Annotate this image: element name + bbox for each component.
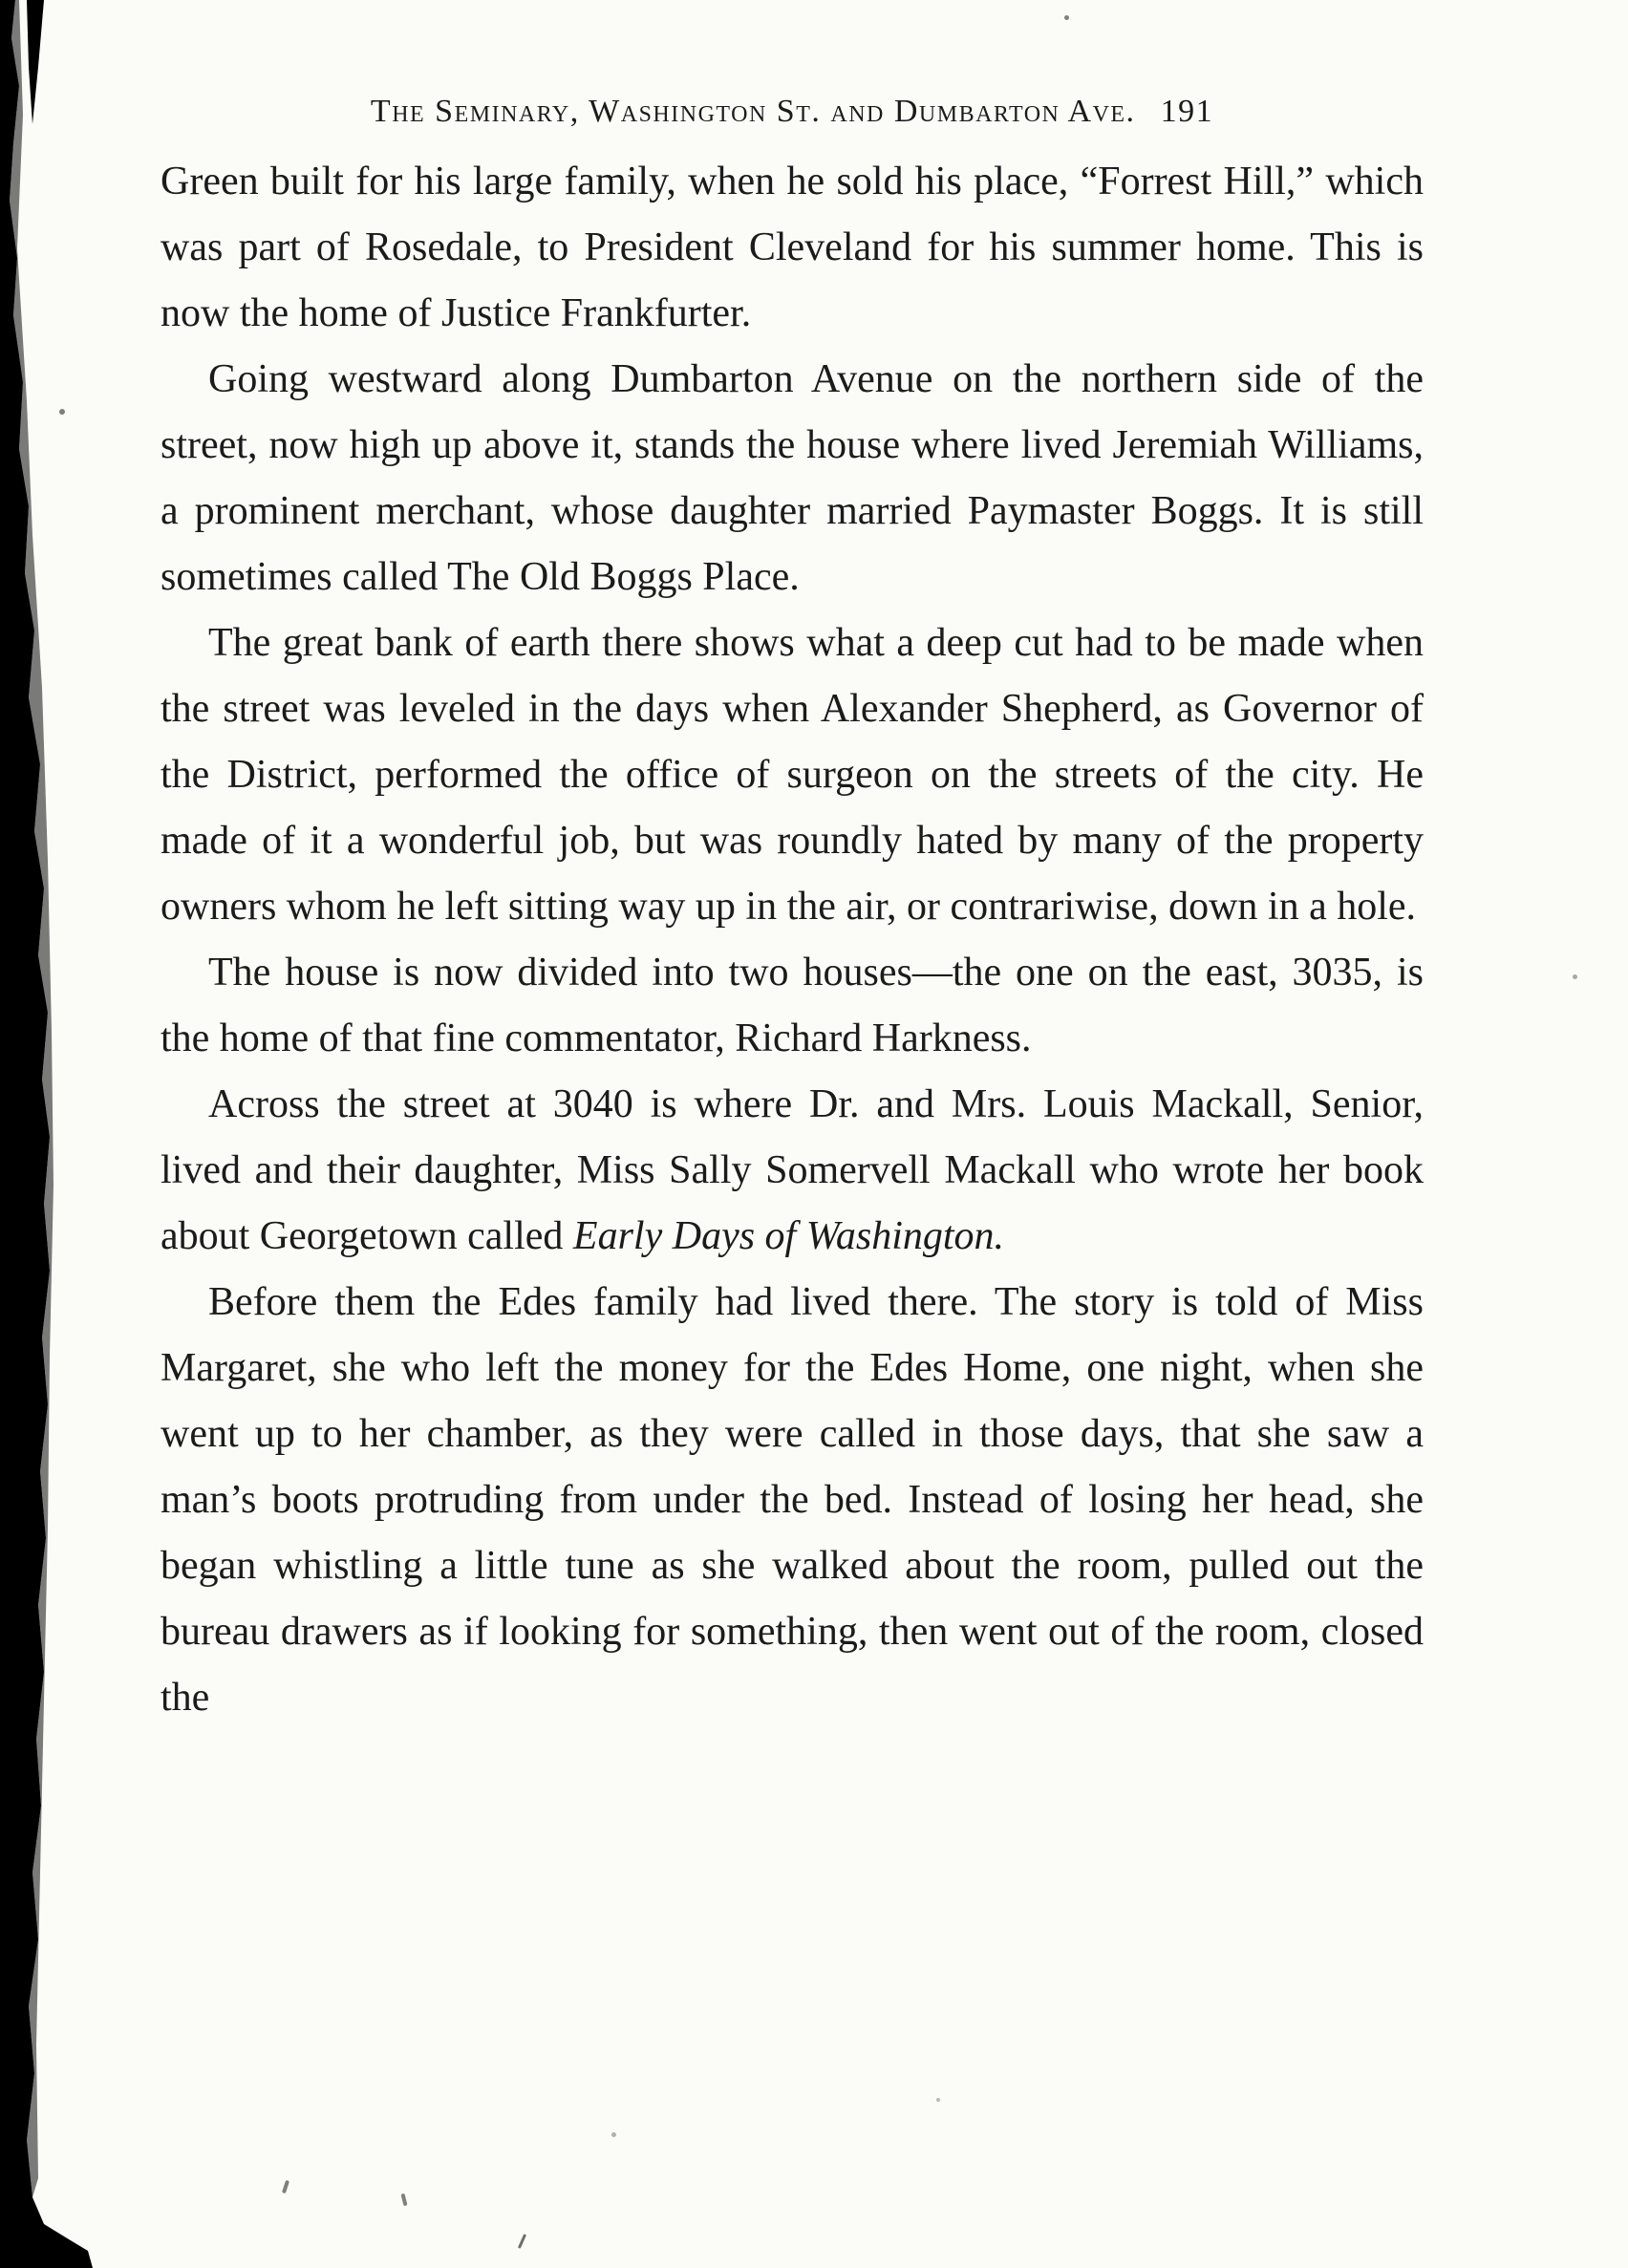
paragraph-4 <box>161 940 1424 1072</box>
scan-speck <box>59 409 65 415</box>
text-run: Before them the Edes family had lived there. The story is told of Miss Margaret, she who left the money for the Edes Home, one night, when she went up to her chamber, as they were called in those days, that she saw a man’s boots protruding from under the bed. Instead of losing her head, she began whistling a little tune as she walked about the room, pulled out the bureau drawers as if looking for something, then went out of the room, closed the <box>161 1280 1424 1720</box>
scan-speck <box>282 2180 289 2194</box>
running-header <box>161 94 1424 130</box>
running-header-title: The Seminary, Washington St. and Dumbarton Ave. <box>370 94 1136 129</box>
paragraph-3 <box>161 610 1424 940</box>
text-run: Across the street at 3040 is where Dr. and Mrs. Louis Mackall, Senior, lived and their daughter, Miss Sally Somervell Mackall who wrote her book about Georgetown called <box>161 1082 1424 1258</box>
paragraph-1 <box>161 149 1424 347</box>
paragraph-6 <box>161 1270 1424 1731</box>
scan-speck <box>1573 974 1577 979</box>
scan-binding-edge <box>0 0 96 2268</box>
scan-speck <box>400 2193 407 2207</box>
book-title-italic: Early Days of Washington. <box>572 1214 1005 1258</box>
scan-speck <box>518 2234 526 2249</box>
page-number: 191 <box>1160 94 1214 129</box>
text-run: The great bank of earth there shows what a deep cut had to be made when the street was leveled in the days when Alexander Shepherd, as Governor of the District, performed the office of surgeon on the streets of the city. He made of it a wonderful job, but was roundly hated by many of the property owners whom he left sitting way up in the air, or contrariwise, down in a hole. <box>161 621 1424 929</box>
page-body <box>161 149 1424 1731</box>
scan-speck <box>611 2132 616 2137</box>
paragraph-5 <box>161 1072 1424 1270</box>
text-run: Going westward along Dumbarton Avenue on the northern side of the street, now high up above it, stands the house where lived Jeremiah Williams, a prominent merchant, whose daughter married Paymaster Boggs. It is still sometimes called The Old Boggs Place. <box>161 357 1424 599</box>
paragraph-2 <box>161 347 1424 610</box>
scan-speck <box>1064 15 1069 20</box>
text-run: Green built for his large family, when he sold his place, “Forrest Hill,” which was part of Rosedale, to President Cleveland for his summer home. This is now the home of Justice Frankfurter. <box>161 160 1424 335</box>
scan-speck <box>936 2098 940 2102</box>
text-run: The house is now divided into two houses—the one on the east, 3035, is the home of that fine commentator, Richard Harkness. <box>161 951 1424 1060</box>
